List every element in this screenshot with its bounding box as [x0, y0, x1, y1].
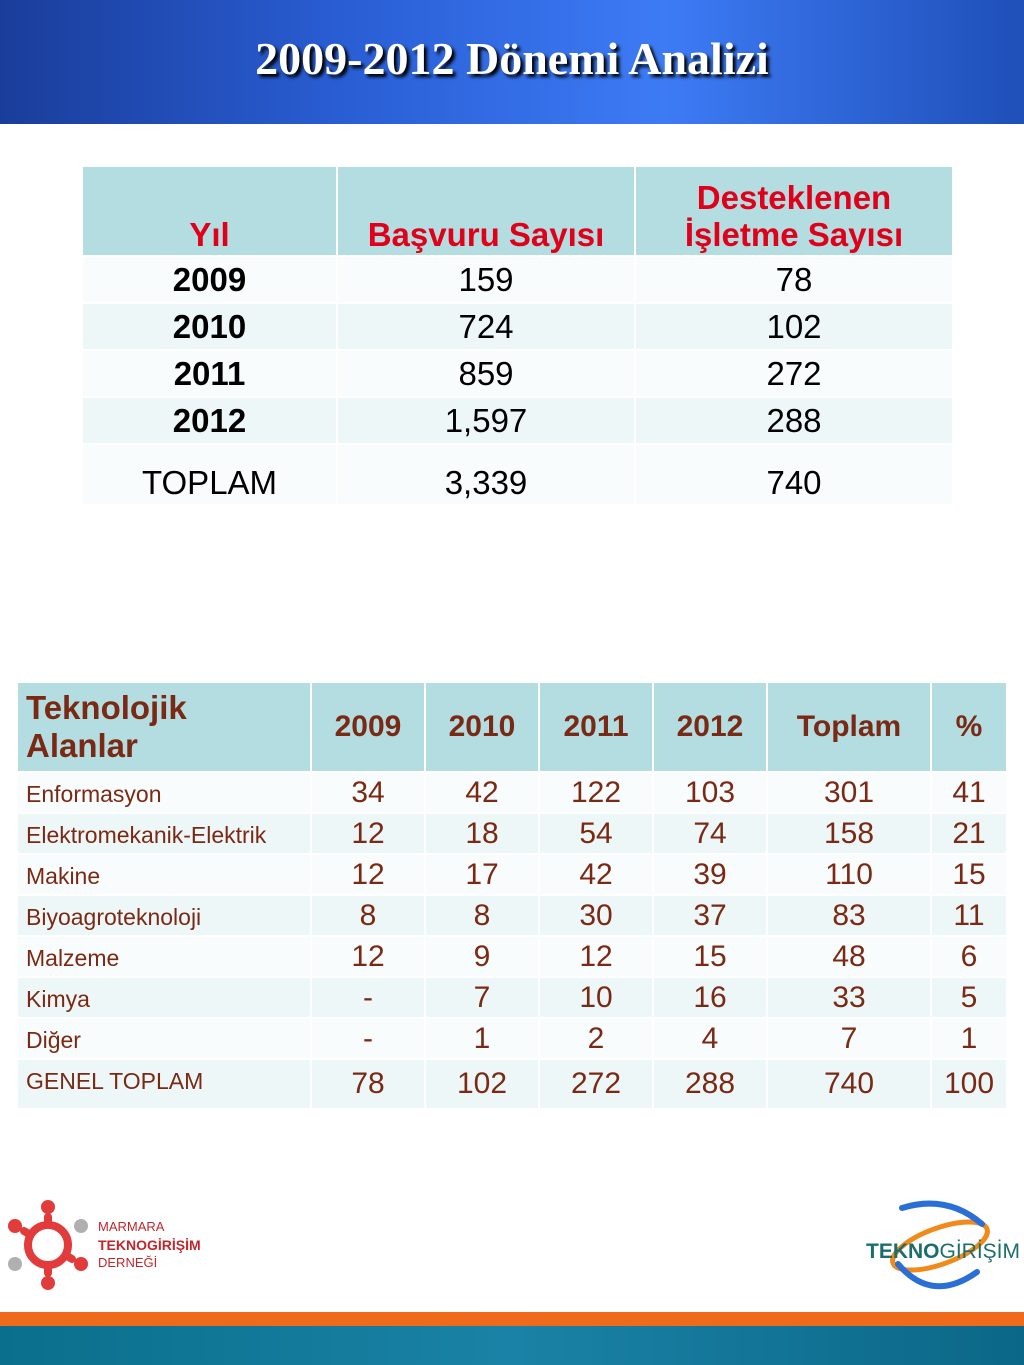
header-areas-line2: Alanlar: [26, 727, 138, 764]
cell-value: 301: [768, 773, 930, 812]
cell-total-supported: 740: [636, 445, 952, 504]
cell-value: 5: [932, 978, 1006, 1017]
cell-value: 9: [426, 937, 538, 976]
header-year: Yıl: [83, 167, 336, 255]
cell-value: 1: [932, 1019, 1006, 1058]
cell-supported: 288: [636, 398, 952, 443]
cell-value: 7: [426, 978, 538, 1017]
table-total-row: [18, 1060, 1006, 1108]
cell-value: 12: [312, 855, 424, 894]
header-2009: 2009: [312, 683, 424, 771]
cell-applications: 159: [338, 257, 634, 302]
table-row: [18, 937, 1006, 976]
cell-value: 39: [654, 855, 766, 894]
cell-value: 16: [654, 978, 766, 1017]
footer-blue-bar: [0, 1326, 1024, 1365]
cell-area: Makine: [18, 855, 310, 894]
cell-value: 33: [768, 978, 930, 1017]
table-row: [18, 773, 1006, 812]
applications-table: [81, 165, 954, 506]
header-areas: [18, 683, 310, 771]
table-row: [18, 896, 1006, 935]
cell-value: 2: [540, 1019, 652, 1058]
table-header-row: [18, 683, 1006, 771]
cell-value: 10: [540, 978, 652, 1017]
table-row: [83, 257, 952, 302]
cell-value: 11: [932, 896, 1006, 935]
marmara-logo-text: [98, 1218, 201, 1272]
cell-value: -: [312, 1019, 424, 1058]
cell-value: 41: [932, 773, 1006, 812]
header-total: Toplam: [768, 683, 930, 771]
cell-value: 74: [654, 814, 766, 853]
table-row: [83, 304, 952, 349]
cell-value: 12: [540, 937, 652, 976]
cell-value: 12: [312, 814, 424, 853]
cell-area: Malzeme: [18, 937, 310, 976]
footer-orange-bar: [0, 1312, 1024, 1326]
cell-value: -: [312, 978, 424, 1017]
cell-total-label: TOPLAM: [83, 445, 336, 504]
cell-value: 42: [426, 773, 538, 812]
cell-area: Elektromekanik-Elektrik: [18, 814, 310, 853]
cell-value: 100: [932, 1060, 1006, 1108]
header-2012: 2012: [654, 683, 766, 771]
cell-value: 30: [540, 896, 652, 935]
table-total-row: [83, 445, 952, 504]
cell-applications: 724: [338, 304, 634, 349]
cell-total-label: GENEL TOPLAM: [18, 1060, 310, 1108]
cell-year: 2009: [83, 257, 336, 302]
cell-value: 110: [768, 855, 930, 894]
table-row: [83, 398, 952, 443]
cell-year: 2012: [83, 398, 336, 443]
cell-supported: 78: [636, 257, 952, 302]
logo-regular-part: GİRİŞİM: [939, 1240, 1021, 1263]
cell-value: 288: [654, 1060, 766, 1108]
header-2011: 2011: [540, 683, 652, 771]
logo-line2: TEKNOGİRİŞİM: [98, 1237, 201, 1253]
header-applications: Başvuru Sayısı: [338, 167, 634, 255]
cell-value: 272: [540, 1060, 652, 1108]
table-row: [18, 814, 1006, 853]
table-row: [18, 1019, 1006, 1058]
cell-year: 2010: [83, 304, 336, 349]
table-row: [18, 978, 1006, 1017]
cell-area: Enformasyon: [18, 773, 310, 812]
cell-value: 6: [932, 937, 1006, 976]
cell-value: 42: [540, 855, 652, 894]
cell-value: 34: [312, 773, 424, 812]
cell-value: 21: [932, 814, 1006, 853]
cell-value: 37: [654, 896, 766, 935]
cell-applications: 859: [338, 351, 634, 396]
header-supported: [636, 167, 952, 255]
logo-bold-part: TEKNO: [866, 1240, 940, 1263]
cell-value: 8: [426, 896, 538, 935]
title-banner: [0, 0, 1024, 124]
cell-area: Diğer: [18, 1019, 310, 1058]
cell-value: 102: [426, 1060, 538, 1108]
cell-area: Kimya: [18, 978, 310, 1017]
cell-value: 7: [768, 1019, 930, 1058]
header-supported-line1: Desteklenen: [696, 179, 892, 217]
cell-total-applications: 3,339: [338, 445, 634, 504]
cell-value: 78: [312, 1060, 424, 1108]
technology-areas-table: [16, 681, 1008, 1110]
header-areas-line1: Teknolojik: [26, 689, 187, 727]
cell-value: 103: [654, 773, 766, 812]
cell-area: Biyoagroteknoloji: [18, 896, 310, 935]
table-row: [18, 855, 1006, 894]
table-header-row: [83, 167, 952, 255]
cell-year: 2011: [83, 351, 336, 396]
cell-value: 83: [768, 896, 930, 935]
cell-value: 122: [540, 773, 652, 812]
cell-value: 740: [768, 1060, 930, 1108]
cell-value: 15: [654, 937, 766, 976]
logo-line1: MARMARA: [98, 1219, 165, 1234]
cell-supported: 102: [636, 304, 952, 349]
cell-value: 18: [426, 814, 538, 853]
cell-value: 8: [312, 896, 424, 935]
cell-supported: 272: [636, 351, 952, 396]
page-title: 2009-2012 Dönemi Analizi: [255, 33, 769, 84]
table-row: [83, 351, 952, 396]
cell-value: 12: [312, 937, 424, 976]
logo-line3: DERNEĞİ: [98, 1255, 158, 1270]
cell-applications: 1,597: [338, 398, 634, 443]
teknogirisim-logo-text: [866, 1240, 1020, 1264]
header-2010: 2010: [426, 683, 538, 771]
cell-value: 48: [768, 937, 930, 976]
cell-value: 15: [932, 855, 1006, 894]
cell-value: 4: [654, 1019, 766, 1058]
cell-value: 1: [426, 1019, 538, 1058]
cell-value: 17: [426, 855, 538, 894]
cell-value: 158: [768, 814, 930, 853]
cell-value: 54: [540, 814, 652, 853]
header-supported-line2: İşletme Sayısı: [684, 215, 904, 253]
header-percent: %: [932, 683, 1006, 771]
